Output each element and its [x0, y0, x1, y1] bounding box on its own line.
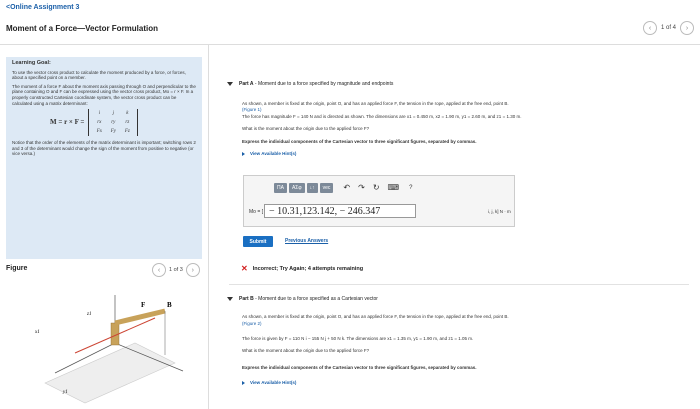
- matrix-cell: Fz: [124, 129, 130, 135]
- figure-label: Figure: [6, 265, 28, 272]
- chevron-right-icon[interactable]: ›: [680, 21, 694, 35]
- templates-button[interactable]: ΠΑ: [274, 183, 287, 193]
- figure-pager-label: 1 of 3: [169, 267, 183, 273]
- page-title: Moment of a Force—Vector Formulation: [6, 24, 159, 33]
- learning-goal-text-2: The moment of a force F about the moment axis passing through O and perpendicular to the plane containing O and F can be expressed using the vector cross product, Mo = r × F. In a properly constructed Cartesian coordinate system, the vector cross product can be calculated using a matrix determinant:: [12, 83, 196, 106]
- member-figure: [15, 293, 205, 409]
- matrix-cell: ry: [111, 120, 116, 126]
- figure-member-arm: [115, 311, 165, 323]
- problem-pager: [643, 21, 694, 35]
- matrix-grid: [88, 109, 138, 136]
- matrix-cell: rx: [97, 120, 102, 126]
- top-bar: [0, 0, 700, 45]
- part-b-header[interactable]: [227, 296, 378, 302]
- answer-input[interactable]: − 10.31,123.142, − 246.347: [264, 204, 416, 218]
- part-b-line-1: As shown, a member is fixed at the origin, point O, and has an applied force F, the tension in the rope, applied at the free end, point B.: [242, 314, 509, 319]
- matrix-cell: Fy: [110, 129, 116, 135]
- part-a-hint-label: View Available Hint(s): [250, 151, 297, 156]
- part-a-line-4: Express the individual components of the Cartesian vector to three significant figures, separated by commas.: [242, 139, 477, 144]
- matrix-label: M = r × F =: [50, 117, 85, 126]
- part-b-line-2: The force is given by F = 110 N i − 155 N j + 50 N k. The dimensions are x1 = 1.35 m, y1 = 1.90 m, and z1 = 1.05 m.: [242, 336, 474, 341]
- part-a-line-1: As shown, a member is fixed at the origin, point O, and has an applied force F, the tension in the rope, applied at the free end, point B.: [242, 101, 509, 106]
- feedback-text: Incorrect; Try Again; 4 attempts remaining: [252, 265, 364, 272]
- answer-box: [243, 175, 515, 227]
- expand-triangle-icon: [242, 152, 245, 156]
- back-to-assignment-link[interactable]: <Online Assignment 3: [6, 4, 80, 11]
- part-b-hint-link[interactable]: [242, 380, 296, 385]
- redo-icon[interactable]: ↷: [358, 183, 365, 192]
- matrix-cell: j: [112, 111, 115, 117]
- matrix-cell: i: [98, 111, 101, 117]
- previous-answers-link[interactable]: Previous Answers: [285, 238, 329, 244]
- part-a-header[interactable]: [227, 81, 393, 87]
- expand-triangle-icon: [242, 381, 245, 385]
- matrix-cell: rz: [125, 120, 130, 126]
- matrix-cell: k: [126, 111, 129, 117]
- part-b-hint-label: View Available Hint(s): [250, 380, 297, 385]
- figure-label-z: z1: [87, 312, 92, 317]
- right-panel: [215, 45, 695, 409]
- answer-label: Mo = [: [249, 209, 264, 215]
- figure-label-y: y1: [63, 390, 68, 395]
- chevron-left-icon[interactable]: ‹: [643, 21, 657, 35]
- part-b-figure-link[interactable]: (Figure 2): [242, 321, 262, 326]
- math-toolbar: [274, 182, 412, 193]
- answer-units: i, j, k] N · m: [488, 209, 511, 214]
- part-a-label: Part A: [239, 81, 254, 87]
- determinant-matrix: [50, 109, 196, 136]
- left-panel: [0, 45, 209, 409]
- learning-goal-heading: Learning Goal:: [12, 60, 51, 66]
- divider: [229, 284, 689, 285]
- part-b-line-4: Express the individual components of the Cartesian vector to three significant figures, separated by commas.: [242, 365, 477, 370]
- figure-label-b: B: [167, 301, 172, 309]
- collapse-triangle-icon: [227, 297, 233, 301]
- incorrect-x-icon: ✕: [241, 264, 248, 273]
- vector-button[interactable]: vec: [320, 183, 334, 193]
- part-a-line-2: The force has magnitude F = 140 N and is directed as shown. The dimensions are x1 = 0.450 m, x2 = 1.90 m, y1 = 2.60 m, and z1 = 1.30 m.: [242, 114, 522, 119]
- reset-icon[interactable]: ↻: [372, 183, 380, 192]
- part-b-title: - Moment due to a force specified as a Cartesian vector: [253, 296, 378, 302]
- collapse-triangle-icon: [227, 82, 233, 86]
- greek-symbols-button[interactable]: ΑΣφ: [289, 183, 305, 193]
- figure-label-x: x1: [35, 330, 40, 335]
- learning-goal-box: [6, 57, 202, 259]
- part-b-line-3: What is the moment about the origin due to the applied force F?: [242, 348, 370, 353]
- chevron-right-icon[interactable]: ›: [186, 263, 200, 277]
- help-icon[interactable]: ?: [409, 184, 413, 191]
- figure-label-f: F: [141, 301, 146, 309]
- part-a-figure-link[interactable]: (Figure 1): [242, 107, 262, 112]
- undo-icon[interactable]: ↶: [343, 183, 351, 192]
- keyboard-icon[interactable]: ⌨: [387, 183, 400, 192]
- part-b-label: Part B: [239, 296, 254, 302]
- chevron-left-icon[interactable]: ‹: [152, 263, 166, 277]
- subscript-button[interactable]: ↓↑: [307, 183, 318, 193]
- submit-button[interactable]: Submit: [243, 236, 273, 247]
- part-a-hint-link[interactable]: [242, 151, 296, 156]
- problem-pager-label: 1 of 4: [660, 25, 676, 31]
- figure-pager: [152, 263, 200, 277]
- part-a-line-3: What is the moment about the origin due to the applied force F?: [242, 126, 370, 131]
- matrix-cell: Fx: [96, 129, 102, 135]
- part-a-title: - Moment due to a force specified by magnitude and endpoints: [253, 81, 394, 87]
- learning-goal-text-3: Notice that the order of the elements of the matrix determinant is important; switching rows 2 and 3 of the determinant would change the sign of the moment from positive to negative (or vice versa.): [12, 140, 196, 157]
- feedback-message: [241, 264, 363, 273]
- learning-goal-text-1: To use the vector cross product to calculate the moment produced by a force, or forces, about a specified point on a member.: [12, 69, 186, 81]
